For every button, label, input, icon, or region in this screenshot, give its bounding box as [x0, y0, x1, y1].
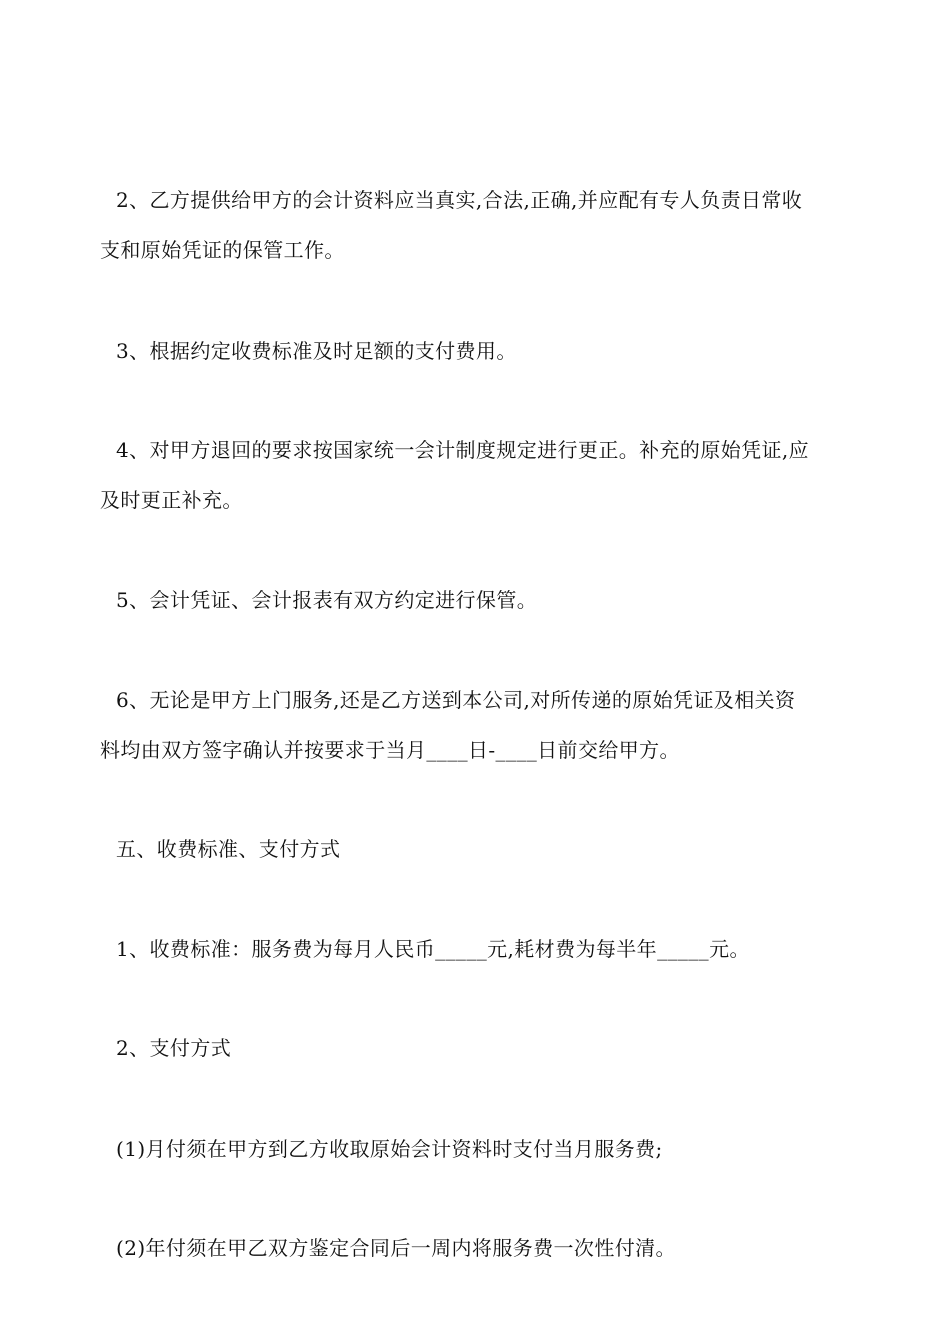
- paragraph-line: 3、根据约定收费标准及时足额的支付费用。: [116, 339, 517, 363]
- section-heading: 五、收费标准、支付方式: [116, 837, 341, 861]
- paragraph-line: 5、会计凭证、会计报表有双方约定进行保管。: [116, 588, 538, 612]
- paragraph-line: 2、乙方提供给甲方的会计资料应当真实,合法,正确,并应配有专人负责日常收: [116, 188, 803, 212]
- paragraph-line: (2)年付须在甲乙双方鉴定合同后一周内将服务费一次性付清。: [116, 1236, 676, 1260]
- paragraph-line: (1)月付须在甲方到乙方收取原始会计资料时支付当月服务费;: [116, 1137, 663, 1161]
- section-heading-fees: [116, 824, 896, 874]
- clause-b-5: [116, 575, 896, 625]
- clause-b-4: [100, 425, 896, 525]
- paragraph-line: 2、支付方式: [116, 1036, 232, 1060]
- clause-b-3: [116, 326, 896, 376]
- paragraph-line: 料均由双方签字确认并按要求于当月____日-____日前交给甲方。: [100, 738, 680, 762]
- clause-monthly-payment: [116, 1124, 896, 1174]
- paragraph-line: 6、无论是甲方上门服务,还是乙方送到本公司,对所传递的原始凭证及相关资: [116, 688, 796, 712]
- clause-payment-method: [116, 1023, 896, 1073]
- clause-fee-standard: [116, 924, 896, 974]
- paragraph-line: 及时更正补充。: [100, 488, 243, 512]
- paragraph-line: 4、对甲方退回的要求按国家统一会计制度规定进行更正。补充的原始凭证,应: [116, 438, 810, 462]
- clause-b-2: [100, 175, 896, 275]
- clause-annual-payment: [116, 1223, 896, 1273]
- paragraph-line: 1、收费标准：服务费为每月人民币_____元,耗材费为每半年_____元。: [116, 937, 750, 961]
- paragraph-line: 支和原始凭证的保管工作。: [100, 238, 345, 262]
- clause-b-6: [100, 675, 896, 775]
